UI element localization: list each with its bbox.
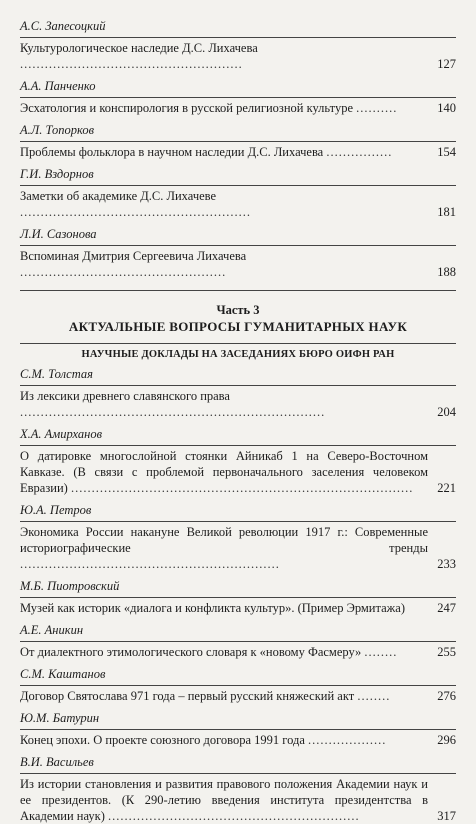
entry-page-number: 276	[437, 689, 456, 703]
entry-author: С.М. Каштанов	[20, 667, 106, 681]
entry-dots: ..........................................................................	[20, 405, 326, 419]
entry-dots: ...............................................................	[20, 557, 280, 571]
entry-title-row[interactable]	[20, 100, 456, 116]
entry-page-number: 296	[437, 733, 456, 747]
entry-page-number: 317	[437, 809, 456, 823]
entry-rule	[20, 385, 456, 386]
entry-rule	[20, 445, 456, 446]
part3-entries	[20, 366, 456, 824]
part-title: АКТУАЛЬНЫЕ ВОПРОСЫ ГУМАНИТАРНЫХ НАУК	[68, 319, 408, 334]
entry-author: А.С. Запесоцкий	[20, 19, 106, 33]
entry-title-row[interactable]	[20, 388, 456, 420]
entry-title-row[interactable]	[20, 40, 456, 72]
entry-rule	[20, 141, 456, 142]
entry-title-row[interactable]	[20, 524, 456, 572]
part2-entries	[20, 18, 456, 280]
toc-entry	[20, 226, 456, 280]
entry-title-row[interactable]	[20, 188, 456, 220]
entry-rule	[20, 641, 456, 642]
entry-author: Ю.А. Петров	[20, 503, 92, 517]
entry-author: Ю.М. Батурин	[20, 711, 100, 725]
entry-author: Л.И. Сазонова	[20, 227, 97, 241]
entry-title: Договор Святослава 971 года – первый русский княжеский акт	[20, 689, 355, 703]
entry-title: О датировке многослойной стоянки Айникаб 1 на Северо-Восточном Кавказе. (В связи с проблемой первоначального заселения человеком Евразии)	[20, 449, 428, 495]
entry-page-number: 247	[437, 601, 456, 615]
section-title: НАУЧНЫЕ ДОКЛАДЫ НА ЗАСЕДАНИЯХ БЮРО ОИФН РАН	[81, 349, 395, 360]
entry-page-number: 154	[437, 145, 456, 159]
entry-dots: ........	[357, 689, 391, 703]
entry-page-number: 233	[437, 557, 456, 571]
entry-dots: ................	[326, 145, 393, 159]
toc-entry	[20, 78, 456, 116]
entry-rule	[20, 729, 456, 730]
toc-entry	[20, 666, 456, 704]
entry-page-number: 140	[437, 101, 456, 115]
entry-page-number: 204	[437, 405, 456, 419]
entry-title: Вспоминая Дмитрия Сергеевича Лихачева	[20, 249, 247, 263]
entry-title: Культурологическое наследие Д.С. Лихачева	[20, 41, 258, 55]
entry-title-row[interactable]	[20, 448, 456, 496]
entry-dots: ......................................................	[20, 57, 243, 71]
entry-page-number: 255	[437, 645, 456, 659]
entry-author: А.Е. Аникин	[20, 623, 84, 637]
entry-dots: ..........	[356, 101, 398, 115]
entry-author: А.Л. Топорков	[20, 123, 95, 137]
entry-title: Музей как историк «диалога и конфликта культур». (Пример Эрмитажа)	[20, 601, 405, 615]
entry-author: Г.И. Вздорнов	[20, 167, 94, 181]
entry-rule	[20, 97, 456, 98]
toc-entry	[20, 710, 456, 748]
entry-title-row[interactable]	[20, 688, 456, 704]
entry-title: Из истории становления и развития правового положения Академии наук и ее президентов. (К 290-летию введения института президентства в Академии наук)	[20, 777, 428, 823]
entry-title-row[interactable]	[20, 776, 456, 824]
part-label: Часть 3	[216, 303, 260, 317]
part-separator	[20, 290, 456, 291]
entry-page-number: 127	[437, 57, 456, 71]
toc-entry	[20, 122, 456, 160]
entry-title: От диалектного этимологического словаря к «новому Фасмеру»	[20, 645, 362, 659]
entry-title: Конец эпохи. О проекте союзного договора 1991 года	[20, 733, 305, 747]
entry-rule	[20, 685, 456, 686]
entry-author: Х.А. Амирханов	[20, 427, 103, 441]
section-rule	[20, 343, 456, 344]
entry-title: Заметки об академике Д.С. Лихачеве	[20, 189, 217, 203]
entry-dots: ..................................................	[20, 265, 227, 279]
entry-dots: ...................	[308, 733, 387, 747]
toc-entry	[20, 578, 456, 616]
entry-rule	[20, 597, 456, 598]
entry-rule	[20, 185, 456, 186]
entry-dots: .............................................................	[108, 809, 360, 823]
entry-rule	[20, 521, 456, 522]
entry-author: М.Б. Пиотровский	[20, 579, 120, 593]
entry-author: С.М. Толстая	[20, 367, 93, 381]
entry-page-number: 188	[437, 265, 456, 279]
entry-rule	[20, 37, 456, 38]
entry-dots: ........	[364, 645, 398, 659]
toc-entry	[20, 166, 456, 220]
entry-title-row[interactable]	[20, 144, 456, 160]
entry-page-number: 221	[437, 481, 456, 495]
entry-dots: ...................................................................................	[70, 481, 414, 495]
entry-title-row[interactable]	[20, 248, 456, 280]
entry-author: А.А. Панченко	[20, 79, 96, 93]
entry-title-row[interactable]	[20, 600, 456, 616]
toc-entry	[20, 502, 456, 572]
entry-author: В.И. Васильев	[20, 755, 94, 769]
toc-entry	[20, 754, 456, 824]
toc-entry	[20, 622, 456, 660]
entry-dots: ........................................................	[20, 205, 251, 219]
entry-title: Эсхатология и конспирология в русской религиозной культуре	[20, 101, 353, 115]
entry-rule	[20, 773, 456, 774]
entry-title: Проблемы фольклора в научном наследии Д.С. Лихачева	[20, 145, 324, 159]
entry-title: Из лексики древнего славянского права	[20, 389, 230, 403]
toc-entry	[20, 426, 456, 496]
entry-rule	[20, 245, 456, 246]
entry-title-row[interactable]	[20, 732, 456, 748]
toc-entry	[20, 366, 456, 420]
entry-title-row[interactable]	[20, 644, 456, 660]
entry-page-number: 181	[437, 205, 456, 219]
entry-title: Экономика России накануне Великой революции 1917 г.: Современные историографические тренды	[20, 525, 428, 555]
toc-entry	[20, 18, 456, 72]
